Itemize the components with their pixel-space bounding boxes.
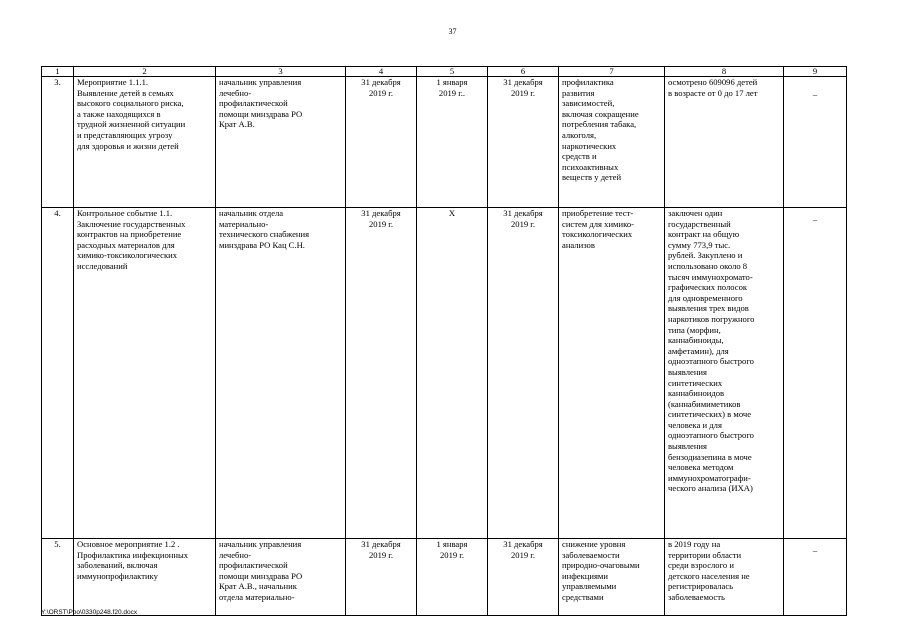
date-cell: 1 января 2019 г. (417, 539, 488, 616)
note-text: – (812, 89, 818, 99)
note-cell (784, 539, 847, 616)
responsible-cell: начальник управления лечебно- профилактической помощи минздрава РО Крат А.В. (216, 77, 346, 208)
result-cell: профилактика развития зависимостей, включая сокращение потребления табака, алкоголя, наркотических средств и психоактивных веществ у детей (559, 77, 665, 208)
column-header: 6 (488, 67, 559, 77)
fact-cell: заключен один государственный контракт на общую сумму 773,9 тыс. рублей. Закуплено и использовано около 8 тысяч иммунохромато- графических полосок для одновременного выявления трех видов наркотиков погружного типа (морфин, каннабиноиды, амфетамин), для одноэтапного быстрого выявления синтетических каннабиноидов (каннабимиметиков синтетических) в моче человека и для одноэтапного быстрого выявления бензодиазепина в моче человека методом иммунохроматографи- ческого анализа (ИХА) (665, 208, 784, 539)
column-header: 8 (665, 67, 784, 77)
date-cell: 31 декабря 2019 г. (488, 539, 559, 616)
result-cell: снижение уровня заболеваемости природно-очаговыми инфекциями управляемыми средствами (559, 539, 665, 616)
table-row (42, 539, 847, 616)
file-path-footer: Y:\ORST\Ppo\0330p248.f20.docx (41, 609, 138, 616)
column-header: 1 (42, 67, 74, 77)
column-header: 9 (784, 67, 847, 77)
date-cell: 31 декабря 2019 г. (488, 208, 559, 539)
note-text: – (812, 214, 818, 224)
table-row (42, 77, 847, 208)
column-header: 7 (559, 67, 665, 77)
responsible-cell: начальник отдела материально- технического снабжения минздрава РО Кац С.Н. (216, 208, 346, 539)
column-header: 4 (346, 67, 417, 77)
page-number: 37 (448, 27, 457, 36)
note-text: – (812, 545, 818, 555)
event-cell: Мероприятие 1.1.1. Выявление детей в семьях высокого социального риска, а также находящихся в трудной жизненной ситуации и представляющих угрозу для здоровья и жизни детей (74, 77, 216, 208)
date-cell: 31 декабря 2019 г. (346, 77, 417, 208)
fact-cell: в 2019 году на территории области среди взрослого и детского населения не регистрировалась заболеваемость (665, 539, 784, 616)
date-cell: 31 декабря 2019 г. (346, 208, 417, 539)
column-header: 5 (417, 67, 488, 77)
result-cell: приобретение тест- систем для химико- токсикологических анализов (559, 208, 665, 539)
responsible-cell: начальник управления лечебно- профилактической помощи минздрава РО Крат А.В., начальник отдела материально- (216, 539, 346, 616)
row-number: 3. (42, 77, 74, 208)
table-row (42, 208, 847, 539)
column-header: 2 (74, 67, 216, 77)
date-cell: 31 декабря 2019 г. (488, 77, 559, 208)
note-cell (784, 208, 847, 539)
row-number: 4. (42, 208, 74, 539)
event-cell: Основное мероприятие 1.2 . Профилактика инфекционных заболеваний, включая иммунопрофилактику (74, 539, 216, 616)
fact-cell: осмотрено 609096 детей в возрасте от 0 до 17 лет (665, 77, 784, 208)
date-cell: 1 января 2019 г.. (417, 77, 488, 208)
column-header: 3 (216, 67, 346, 77)
note-cell (784, 77, 847, 208)
header-row (42, 67, 847, 77)
report-table (41, 66, 847, 616)
event-cell: Контрольное событие 1.1. Заключение государственных контрактов на приобретение расходных материалов для химико-токсикологических исследований (74, 208, 216, 539)
date-cell: Х (417, 208, 488, 539)
date-cell: 31 декабря 2019 г. (346, 539, 417, 616)
row-number: 5. (42, 539, 74, 616)
